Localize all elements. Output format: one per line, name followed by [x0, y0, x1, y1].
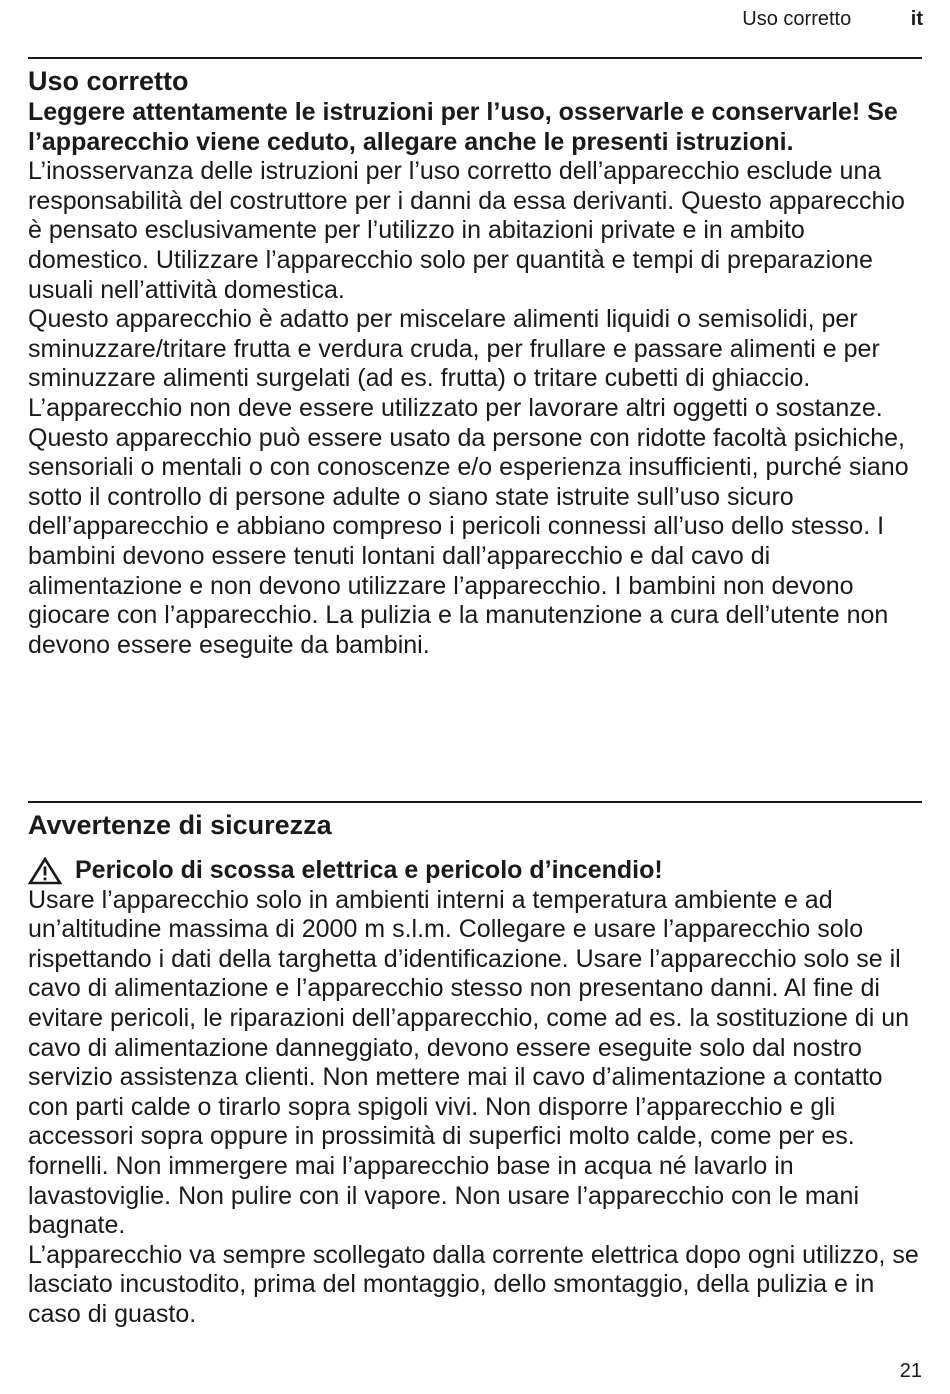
paragraph-electrical-safety: Usare l’apparecchio solo in ambienti interni a temperatura ambiente e ad un’altitudine massima di 2000 m s.l.m. Collegare e usare l’apparecchio solo rispettando i dati della targhetta d’identificazione. Usare l’apparecchio solo se il cavo di alimentazione e l’apparecchio stesso non presentano danni. Al fine di evitare pericoli, le riparazioni dell’apparecchio, come ad es. la sostituzione di un cavo di alimentazione danneggiato, devono essere eseguite solo dal nostro servizio assistenza clienti. Non mettere mai il cavo d’alimentazione a contatto con parti calde o tirarlo sopra spigoli vivi. Non disporre l’apparecchio e gli accessori sopra oppure in prossimità di superfici molto calde, come per es. fornelli. Non immergere mai l’apparecchio base in acqua né lavarlo in lavastoviglie. Non pulire con il vapore. Non usare l’apparecchio con le mani bagnate.: [28, 885, 910, 1240]
section-uso-corretto: [28, 64, 922, 660]
paragraph-intended-use: Questo apparecchio è adatto per miscelare alimenti liquidi o semisolidi, per sminuzzare/tritare frutta e verdura cruda, per frullare e passare alimenti e per sminuzzare alimenti surgelati (ad es. frutta) o tritare cubetti di ghiaccio. L’apparecchio non deve essere utilizzato per lavorare altri oggetti o sostanze.: [28, 305, 883, 422]
paragraph-disconnect: L’apparecchio va sempre scollegato dalla corrente elettrica dopo ogni utilizzo, se lasciato incustodito, prima del montaggio, dello smontaggio, della pulizia e in caso di guasto.: [28, 1240, 919, 1328]
header-section-title: Uso corretto: [742, 8, 852, 30]
warning-heading: [28, 856, 922, 886]
section-divider: [28, 801, 922, 803]
section-title-avvertenze: Avvertenze di sicurezza: [28, 810, 332, 840]
page-number: 21: [899, 1360, 922, 1382]
lead-instruction: Leggere attentamente le istruzioni per l’uso, osservarle e conservarle! Se l’apparecchio viene ceduto, allegare anche le presenti istruzioni.: [28, 98, 898, 156]
paragraph-liability: L’inosservanza delle istruzioni per l’uso corretto dell’apparecchio esclude una responsabilità del costruttore per i danni da essa derivanti. Questo apparecchio è pensato esclusivamente per l’utilizzo in abitazioni private e in ambito domestico. Utilizzare l’apparecchio solo per quantità e tempi di preparazione usuali nell’attività domestica.: [28, 157, 905, 304]
section-avvertenze: [28, 808, 922, 1330]
paragraph-persons-children: Questo apparecchio può essere usato da persone con ridotte facoltà psichiche, sensoriali o mentali o con conoscenze e/o esperienza insufficienti, purché siano sotto il controllo di persone adulte o siano state istruite sull’uso sicuro dell’apparecchio e abbiano compreso i pericoli connessi all’uso dello stesso. I bambini devono essere tenuti lontani dall’apparecchio e dal cavo di alimentazione e non devono utilizzare l’apparecchio. I bambini non devono giocare con l’apparecchio. La pulizia e la manutenzione a cura dell’utente non devono essere eseguite da bambini.: [28, 423, 909, 659]
warning-triangle-icon: [28, 857, 62, 885]
running-header: [742, 7, 923, 31]
warning-text: Pericolo di scossa elettrica e pericolo d’incendio!: [75, 856, 663, 884]
header-language-code: it: [910, 8, 923, 30]
section-title-uso-corretto: Uso corretto: [28, 66, 189, 96]
top-divider: [28, 57, 922, 59]
